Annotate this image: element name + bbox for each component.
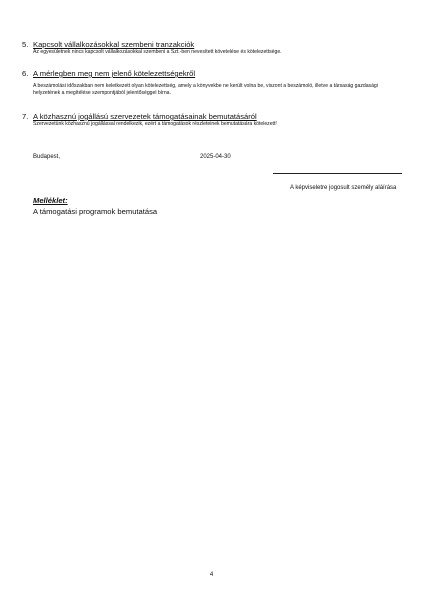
section-7-text: Szervezetünk közhasznú jogállással rendelkezik, ezért a támogatások részleteinek bemutatására kötelezett! (33, 121, 277, 127)
signature-date: 2025-04-30 (200, 154, 231, 160)
page-number: 4 (209, 572, 214, 578)
section-5-heading (22, 40, 392, 49)
section-7-number: 7. (22, 112, 29, 121)
section-6-heading (22, 69, 392, 78)
section-7-heading (22, 112, 392, 121)
section-6-number: 6. (22, 69, 29, 78)
section-7 (22, 112, 392, 128)
signature-line (273, 173, 402, 174)
section-6 (22, 69, 392, 97)
annex-text: A támogatási programok bemutatása (33, 207, 158, 216)
section-5-number: 5. (22, 40, 29, 49)
annex-title: Melléklet: (33, 196, 68, 205)
section-5 (22, 40, 392, 56)
signature-caption: A képviseletre jogosult személy aláírása (290, 185, 397, 191)
section-6-title: A mérlegben meg nem jelenő kötelezettségekről (33, 69, 196, 78)
section-7-title: A közhasznú jogállású szervezetek támogatásainak bemutatásáról (33, 112, 257, 121)
section-5-text: Az egyesületnek nincs kapcsolt vállalkozásokkal szembeni a Szt.-ben nevesített követelése és kötelezettsége. (33, 49, 282, 55)
signature-place: Budapest, (33, 154, 61, 160)
section-6-text: A beszámolási időszakban nem keletkezett olyan kötelezettség, amely a könyvekbe ne került volna be, viszont a beszámoló, illetve a társaság gazdasági helyzetének a megítélése szempontjából jelentőséggel bírna. (33, 83, 378, 97)
section-5-title: Kapcsolt vállalkozásokkal szembeni tranzakciók (33, 40, 195, 49)
